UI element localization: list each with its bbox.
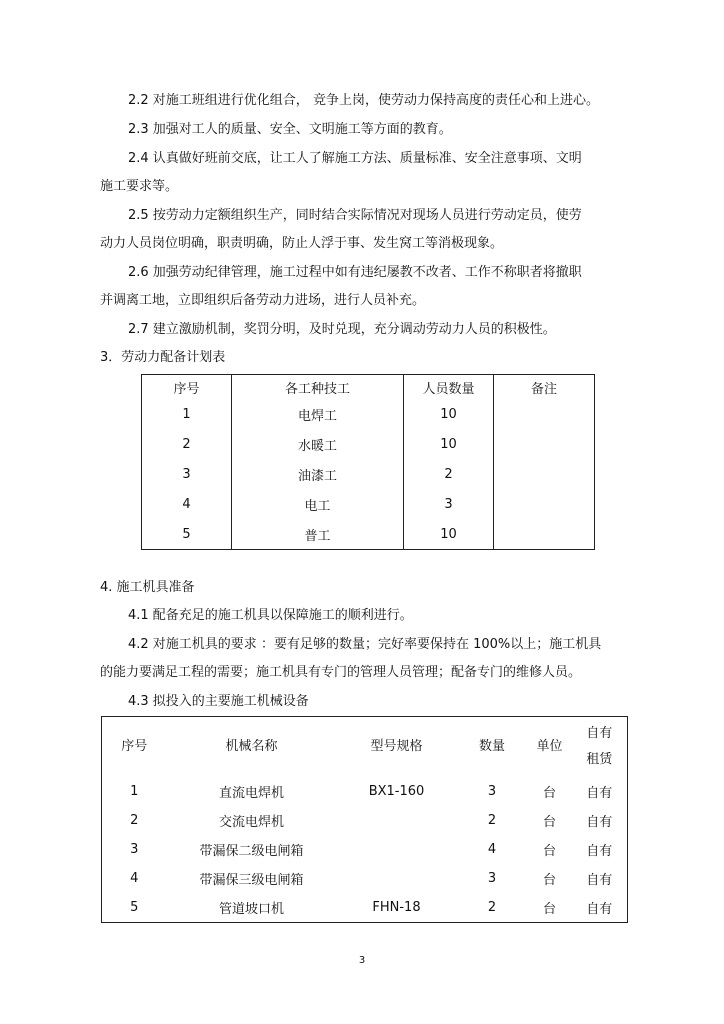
- table-cell: 1: [130, 784, 139, 799]
- header-cell: 人员数量: [404, 375, 494, 400]
- header-cell: 备注: [530, 381, 557, 397]
- header-cell-ownership: [572, 717, 628, 778]
- table-row: [102, 806, 628, 835]
- heading-section-3: 3．劳动力配备计划表: [100, 350, 226, 365]
- paragraph-2-3: 2.3 加强对工人的质量、安全、文明施工等方面的教育。: [128, 122, 452, 137]
- header-own: 自有: [586, 726, 613, 741]
- paragraph-4-1: 4.1 配备充足的施工机具以保障施工的顺利进行。: [128, 608, 413, 623]
- page-number: 3: [358, 955, 366, 966]
- table-cell: 2: [487, 900, 497, 915]
- paragraph-2-6-line2: 并调离工地，立即组织后备劳动力进场，进行人员补充。: [100, 293, 426, 308]
- table-cell: 2: [487, 813, 497, 828]
- table-cell: 4: [130, 871, 139, 886]
- table-header-row: [142, 375, 595, 400]
- table-row: [142, 459, 595, 489]
- table-cell: [337, 864, 457, 893]
- table-header-row: [102, 717, 628, 778]
- table-cell: 台: [542, 786, 556, 801]
- table-cell: 2: [142, 430, 232, 460]
- table-cell: 台: [542, 815, 556, 830]
- header-cell: 各工种技工: [232, 375, 404, 400]
- table-cell: 自有: [586, 902, 613, 917]
- table-cell: 3: [142, 459, 232, 489]
- header-cell: 序号: [121, 739, 148, 754]
- table-cell: 1: [142, 400, 232, 430]
- table-cell: FHN-18: [372, 900, 421, 915]
- table-cell: 10: [404, 400, 494, 430]
- table-cell: 3: [130, 842, 139, 857]
- table-cell: 直流电焊机: [218, 786, 284, 801]
- table-cell: 普工: [232, 519, 404, 549]
- table-row: [142, 430, 595, 460]
- table-cell: 10: [404, 430, 494, 460]
- table-cell: 3: [404, 489, 494, 519]
- table-cell: 电工: [232, 489, 404, 519]
- table-cell: 自有: [586, 786, 613, 801]
- paragraph-2-6-line1: 2.6 加强劳动纪律管理，施工过程中如有违纪屡教不改者、工作不称职者将撤职: [128, 265, 582, 280]
- table-row: [102, 777, 628, 806]
- table-row: [142, 400, 595, 430]
- header-cell: 数量: [478, 739, 505, 754]
- paragraph-4-2-line1: 4.2 对施工机具的要求 ：要有足够的数量；完好率要保持在 100%以上；施工机具: [128, 637, 602, 652]
- table-cell: [494, 430, 595, 460]
- header-cell: 序号: [142, 375, 232, 400]
- paragraph-2-2: 2.2 对施工班组进行优化组合， 竞争上岗，使劳动力保持高度的责任心和上进心。: [128, 93, 599, 108]
- paragraph-2-4-line1: 2.4 认真做好班前交底，让工人了解施工方法、质量标准、安全注意事项、文明: [128, 151, 582, 166]
- paragraph-2-4-line2: 施工要求等。: [100, 179, 179, 194]
- table-cell: 2: [404, 459, 494, 489]
- table-cell: BX1-160: [368, 784, 425, 799]
- table-cell: 自有: [586, 873, 613, 888]
- table-cell: [494, 489, 595, 519]
- paragraph-2-5-line1: 2.5 按劳动力定额组织生产，同时结合实际情况对现场人员进行劳动定员，使劳: [128, 208, 582, 223]
- table-cell: 4: [487, 842, 497, 857]
- header-lease: 租赁: [586, 752, 613, 767]
- table-row: [102, 893, 628, 923]
- table-cell: 5: [130, 900, 139, 915]
- table-row: [102, 835, 628, 864]
- table-cell: 电焊工: [232, 400, 404, 430]
- table-cell: 4: [142, 489, 232, 519]
- table-cell: [494, 519, 595, 549]
- equipment-table: [101, 716, 628, 923]
- heading-section-4: 4. 施工机具准备: [100, 580, 195, 595]
- table-row: [142, 489, 595, 519]
- table-cell: 2: [130, 813, 139, 828]
- table-cell: [494, 400, 595, 430]
- table-cell: 自有: [586, 844, 613, 859]
- labor-plan-table: [141, 374, 595, 550]
- table-cell: [337, 835, 457, 864]
- table-cell: 3: [487, 784, 497, 799]
- table-cell: 交流电焊机: [218, 815, 284, 830]
- table-cell: 管道坡口机: [218, 902, 284, 917]
- table-cell: [337, 806, 457, 835]
- table-cell: 10: [404, 519, 494, 549]
- table-cell: [494, 459, 595, 489]
- table-cell: 自有: [586, 815, 613, 830]
- table-row: [142, 519, 595, 549]
- table-cell: 油漆工: [232, 459, 404, 489]
- table-cell: 5: [142, 519, 232, 549]
- header-cell: 单位: [536, 739, 563, 754]
- header-cell: 型号规格: [370, 739, 423, 754]
- table-cell: 带漏保三级电闸箱: [199, 873, 304, 888]
- paragraph-2-5-line2: 动力人员岗位明确，职责明确，防止人浮于事、发生窝工等消极现象。: [100, 236, 504, 251]
- paragraph-4-3: 4.3 拟投入的主要施工机械设备: [128, 694, 309, 709]
- table-cell: 3: [487, 871, 497, 886]
- table-row: [102, 864, 628, 893]
- table-cell: 台: [542, 844, 556, 859]
- table-cell: 台: [542, 873, 556, 888]
- table-cell: 台: [542, 902, 556, 917]
- table-cell: 带漏保二级电闸箱: [199, 844, 304, 859]
- paragraph-4-2-line2: 的能力要满足工程的需要；施工机具有专门的管理人员管理；配备专门的维修人员。: [100, 665, 582, 680]
- table-cell: 水暖工: [232, 430, 404, 460]
- paragraph-2-7: 2.7 建立激励机制，奖罚分明，及时兑现，充分调动劳动力人员的积极性。: [128, 322, 556, 337]
- header-cell: 机械名称: [225, 739, 278, 754]
